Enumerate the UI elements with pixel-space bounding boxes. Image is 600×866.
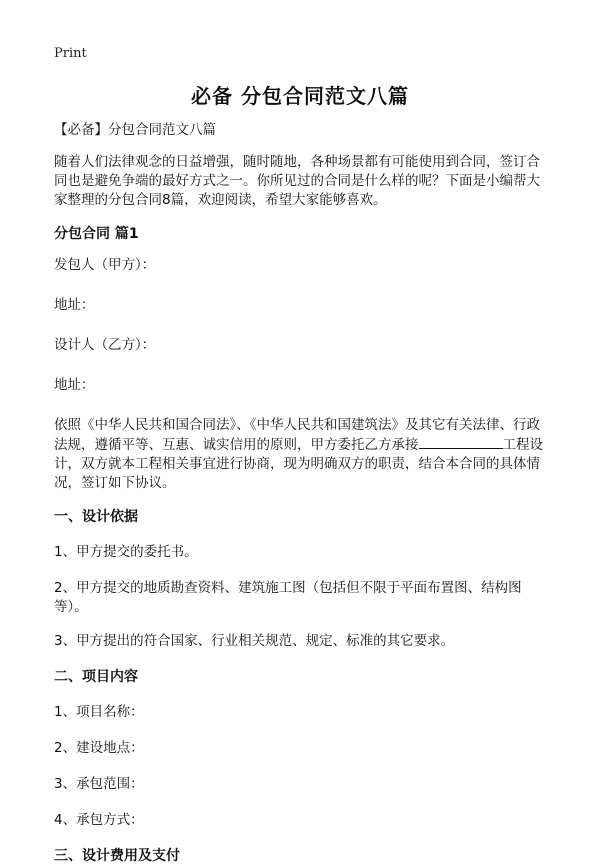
document-body — [54, 121, 550, 866]
address-a-field: 地址： — [54, 297, 95, 313]
party-b-field: 设计人（乙方）： — [54, 337, 156, 353]
list-item: 4、承包方式： — [54, 812, 144, 828]
intro-paragraph: 随着人们法律观念的日益增强，随时随地，各种场景都有可能使用到合同，签订合同也是避免争端的最好方式之一。你所见过的合同是什么样的呢？下面是小编帮大家整理的分包合同8篇，欢迎阅读，希望大家能够喜欢。 — [54, 154, 540, 208]
list-item: 3、承包范围： — [54, 776, 144, 792]
basis-text-before: 依照《中华人民共和国合同法》、《中华人民共和国建筑法》及其它有关法律、行政法规，遵循平等、互惠、诚实信用的原则，甲方委托乙方承接 — [54, 417, 540, 453]
print-label[interactable]: Print — [54, 46, 87, 61]
address-b-field: 地址： — [54, 377, 95, 393]
list-item: 3、甲方提出的符合国家、行业相关规范、规定、标准的其它要求。 — [54, 633, 455, 649]
basis-paragraph — [54, 416, 550, 493]
list-item: 1、甲方提交的委托书。 — [54, 544, 198, 560]
party-a-field: 发包人（甲方）： — [54, 257, 156, 273]
page-title: 必备 分包合同范文八篇 — [191, 84, 409, 108]
section-heading-contract-1: 分包合同 篇1 — [54, 226, 139, 242]
basis-text-after: 工程设计，双方就本工程相关事宜进行协商，现为明确双方的职责，结合本合同的具体情况，签订如下协议。 — [54, 437, 543, 491]
section-heading-design-fees: 三、设计费用及支付 — [54, 848, 180, 864]
list-item: 2、建设地点： — [54, 740, 144, 756]
project-name-blank — [419, 435, 503, 449]
list-item: 1、项目名称： — [54, 704, 144, 720]
section-heading-design-basis: 一、设计依据 — [54, 509, 138, 525]
document-subtitle: 【必备】分包合同范文八篇 — [54, 122, 216, 138]
section-heading-project-content: 二、项目内容 — [54, 669, 138, 685]
list-item: 2、甲方提交的地质勘查资料、建筑施工图（包括但不限于平面布置图、结构图等）。 — [54, 580, 522, 615]
